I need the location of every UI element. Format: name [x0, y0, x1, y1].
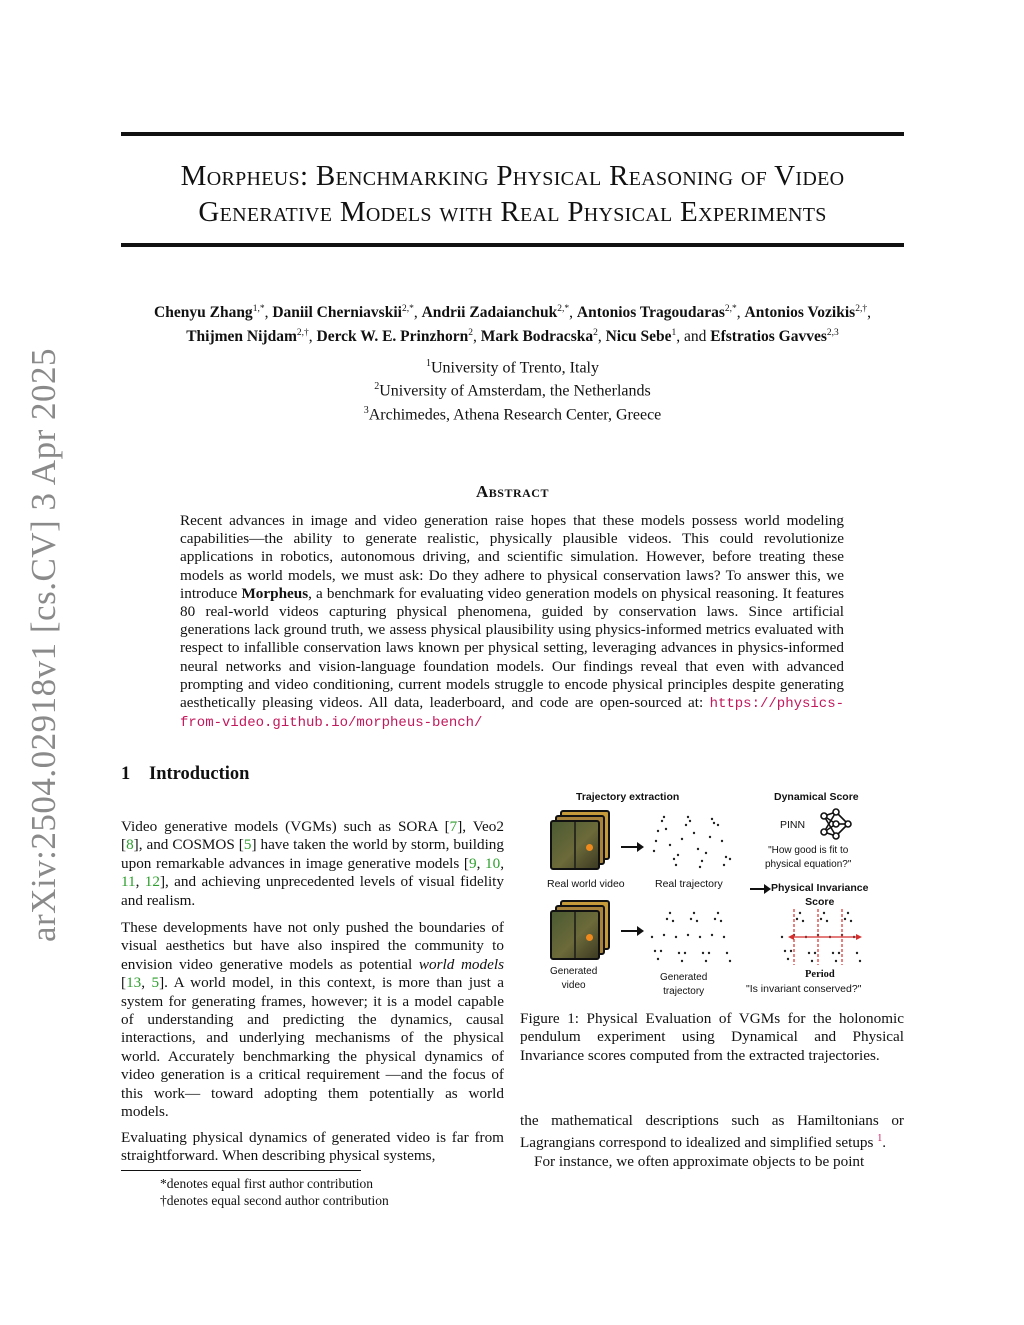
author-affiliation-mark: 1,* [252, 304, 265, 314]
affiliation-number: 3 [363, 404, 369, 416]
citation-link[interactable]: 9 [468, 854, 477, 872]
abstract-heading: Abstract [476, 482, 549, 501]
fit-question-line: physical equation?" [765, 859, 852, 870]
intro-paragraph-3 [121, 1129, 504, 1166]
generated-trajectory-label [660, 971, 707, 999]
citation-link[interactable]: 5 [243, 836, 252, 854]
paper-title-line-2: Generative Models with Real Physical Experiments [198, 196, 827, 228]
emphasis-text: world models [418, 955, 504, 973]
paragraph-text: ]. A world model, in this context, is more than just a system for generating frames, however; it is a model capable of understanding and predicting the dynamics, causal interactions, and underlying mechanisms of the physical world. Accurately benchmarking the physical dynamics of video generation is a critical requirement —and the focus of this work— toward adopting them potentially as world models. [121, 974, 504, 1121]
project-url-link[interactable]: https://physics-from-video.github.io/morpheus-bench/ [180, 696, 844, 732]
author-affiliation-mark: 2 [593, 328, 598, 339]
paragraph-text: ] have taken the world by storm, building upon remarkable advances in image generative models [ [121, 836, 504, 872]
author-list: Chenyu Zhang$^{1,*}$, Daniil Cherniavskii$^{2,*}$, Andrii Zadaianchuk$^{2,*}$, Antonios Tragoudaras$^{2,*}$, Antonios Vozikis$^{2,\dagger}$, Thijmen Nijdam$^{2,\dagger}$, Derck W. E. Prinzhorn$^2$, Mark Bodracska$^2$, Nicu Sebe$^1$, and Efstratios Gavves$^{2,3}$ [154, 304, 871, 346]
period-label: Period [805, 969, 835, 980]
affiliation-number: 2 [374, 381, 380, 393]
trajectory-extraction-label: Trajectory extraction [576, 791, 680, 803]
right-column-paragraph [520, 1112, 904, 1171]
citation-link[interactable]: 12 [144, 873, 160, 891]
dynamical-score-label: Dynamical Score [774, 791, 859, 803]
real-trajectory-plot [648, 811, 734, 873]
paragraph-text: ], and COSMOS [ [133, 836, 244, 854]
affiliation-text: Archimedes, Athena Research Center, Greece [368, 405, 662, 423]
physical-invariance-score-label [771, 881, 868, 909]
neural-network-icon [818, 807, 854, 841]
author-name: Daniil Cherniavskii [272, 304, 402, 322]
intro-paragraph-1 [121, 818, 504, 910]
author-name: Mark Bodracska [480, 328, 594, 346]
real-world-video-label: Real world video [547, 878, 625, 890]
citation-link[interactable]: 7 [449, 818, 458, 835]
author-name: Chenyu Zhang [154, 304, 253, 322]
citation-link[interactable]: 13 [126, 974, 142, 992]
author-name: Antonios Vozikis [744, 304, 856, 322]
affiliation-item [121, 401, 904, 424]
right-arrow-icon [621, 930, 639, 932]
author-affiliation-mark: 2,* [724, 304, 737, 314]
right-arrow-icon [750, 888, 766, 890]
abstract-text: Recent advances in image and video generation raise hopes that these models possess world modeling capabilities—the ability to generate realistic, physically plausible videos. This could revolutionize applications in robotics, autonomous driving, and scientific simulation. However, before treating these models as world models, we must ask: Do they adhere to physical conservation laws? To answer this, we introduce [180, 512, 844, 602]
period-invariance-plot [778, 907, 864, 967]
figure-1-caption: Figure 1: Physical Evaluation of VGMs for the holonomic pendulum experiment using Dynamical and Physical Invariance scores computed from the extracted trajectories. [520, 1010, 904, 1064]
real-video-frames [550, 810, 606, 866]
generated-video-line: video [561, 980, 586, 991]
footnote-rule [121, 1170, 361, 1171]
citation-separator: , [141, 974, 152, 992]
author-affiliation-mark: 1 [671, 328, 677, 339]
paragraph-text: ], Veo2 [ [121, 818, 504, 854]
affiliation-text: University of Trento, Italy [431, 359, 599, 377]
affiliation-text: University of Amsterdam, the Netherlands [379, 382, 651, 400]
citation-separator: , [135, 873, 145, 891]
invariant-question-text: "Is invariant conserved?" [746, 983, 862, 995]
pinn-label: PINN [780, 819, 806, 831]
author-name: Andrii Zadaianchuk [421, 304, 558, 322]
paper-title [121, 158, 904, 230]
video-frame [550, 820, 600, 870]
author-name: Antonios Tragoudaras [576, 304, 725, 322]
author-name: Derck W. E. Prinzhorn [316, 328, 469, 346]
fit-question-line: "How good is fit to [768, 845, 849, 856]
physical-invariance-line: Physical Invariance [771, 882, 869, 894]
author-name: Thijmen Nijdam [186, 328, 297, 346]
author-affiliation-mark: 2,* [557, 304, 570, 314]
title-rule-bottom [121, 243, 904, 247]
trajectory-dots [653, 816, 731, 868]
generated-video-label [550, 965, 597, 993]
physical-invariance-line: Score [805, 896, 835, 908]
generated-trajectory-plot [648, 907, 734, 967]
paragraph-text: . [882, 1134, 887, 1152]
right-arrow-icon [621, 846, 639, 848]
citation-link[interactable]: 11 [121, 873, 136, 891]
footnote-item: *denotes equal first author contribution [160, 1176, 373, 1191]
affiliation-list [121, 354, 904, 424]
fit-question-text [765, 844, 851, 872]
section-number: 1 [121, 764, 131, 784]
generated-video-frames [550, 900, 606, 956]
pendulum-bob [586, 844, 593, 851]
generated-trajectory-line: trajectory [663, 986, 705, 997]
affiliation-item [121, 354, 904, 377]
paragraph-text: Video generative models (VGMs) such as SORA [ [121, 818, 450, 835]
paragraph-text: ], and achieving unprecedented levels of visual fidelity and realism. [121, 873, 504, 909]
citation-link[interactable]: 10 [485, 854, 501, 872]
paragraph-text: [ [121, 974, 127, 992]
paragraph-text: For instance, we often approximate objects to be point [534, 1152, 865, 1170]
generated-video-line: Generated [550, 966, 598, 977]
abstract-body [180, 512, 844, 732]
pendulum-rod [574, 912, 576, 958]
author-name: Efstratios Gavves [710, 328, 827, 346]
figure-1 [520, 785, 904, 1003]
citation-separator: , [500, 854, 504, 872]
author-affiliation-mark: 2 [468, 328, 473, 339]
paragraph-text: These developments have not only pushed the boundaries of visual aesthetics but have also inspired the community to envision video generative models as potential [121, 919, 504, 973]
real-trajectory-label: Real trajectory [655, 878, 723, 890]
paper-title-line-1: Morpheus: Benchmarking Physical Reasoning of Video [180, 160, 845, 192]
intro-paragraph-2 [121, 919, 504, 1121]
benchmark-name: Morpheus [241, 584, 309, 602]
period-markers [788, 909, 862, 965]
author-affiliation-mark: 2,† [296, 328, 309, 339]
footnotes [160, 1175, 389, 1209]
abstract-text: , a benchmark for evaluating video generation models on physical reasoning. It features 80 real-world videos capturing physical phenomena, guided by conservation laws. Since artificial generations lack ground truth, we assess physical plausibility using physics-informed metrics evaluated with respect to infallible conservation laws known per physical setting, leveraging advances in physics-informed neural networks and vision-language foundation models. Our findings reveal that even with advanced prompting and video conditioning, current models struggle to encode physical principles despite generating aesthetically pleasing videos. All data, leaderboard, and code are open-sourced at: [180, 584, 844, 712]
affiliation-number: 1 [426, 358, 431, 369]
arxiv-identifier-stamp: arXiv:2504.02918v1 [cs.CV] 3 Apr 2025 [24, 347, 63, 943]
paragraph-text: Evaluating physical dynamics of generated video is far from straightforward. When describing physical systems, [121, 1129, 504, 1165]
footnote-item: †denotes equal second author contribution [160, 1193, 389, 1208]
section-title: Introduction [149, 764, 250, 784]
paragraph-text: the mathematical descriptions such as Hamiltonians or Lagrangians correspond to idealized and simplified setups [520, 1112, 904, 1152]
section-heading-introduction [121, 764, 249, 785]
author-name: Nicu Sebe [605, 328, 672, 346]
pendulum-bob [586, 934, 593, 941]
citation-link[interactable]: 5 [151, 974, 160, 992]
author-affiliation-mark: 2,3 [826, 328, 839, 339]
footnote-link[interactable]: 1 [877, 1133, 883, 1145]
trajectory-dots [651, 912, 731, 962]
author-affiliation-mark: 2,† [855, 304, 868, 314]
title-rule-top [121, 132, 904, 136]
author-affiliation-mark: 2,* [401, 304, 414, 314]
citation-separator: , [476, 854, 486, 872]
pendulum-rod [574, 822, 576, 868]
affiliation-item [121, 377, 904, 400]
citation-link[interactable]: 8 [126, 836, 134, 854]
generated-trajectory-line: Generated [660, 972, 708, 983]
video-frame [550, 910, 600, 960]
